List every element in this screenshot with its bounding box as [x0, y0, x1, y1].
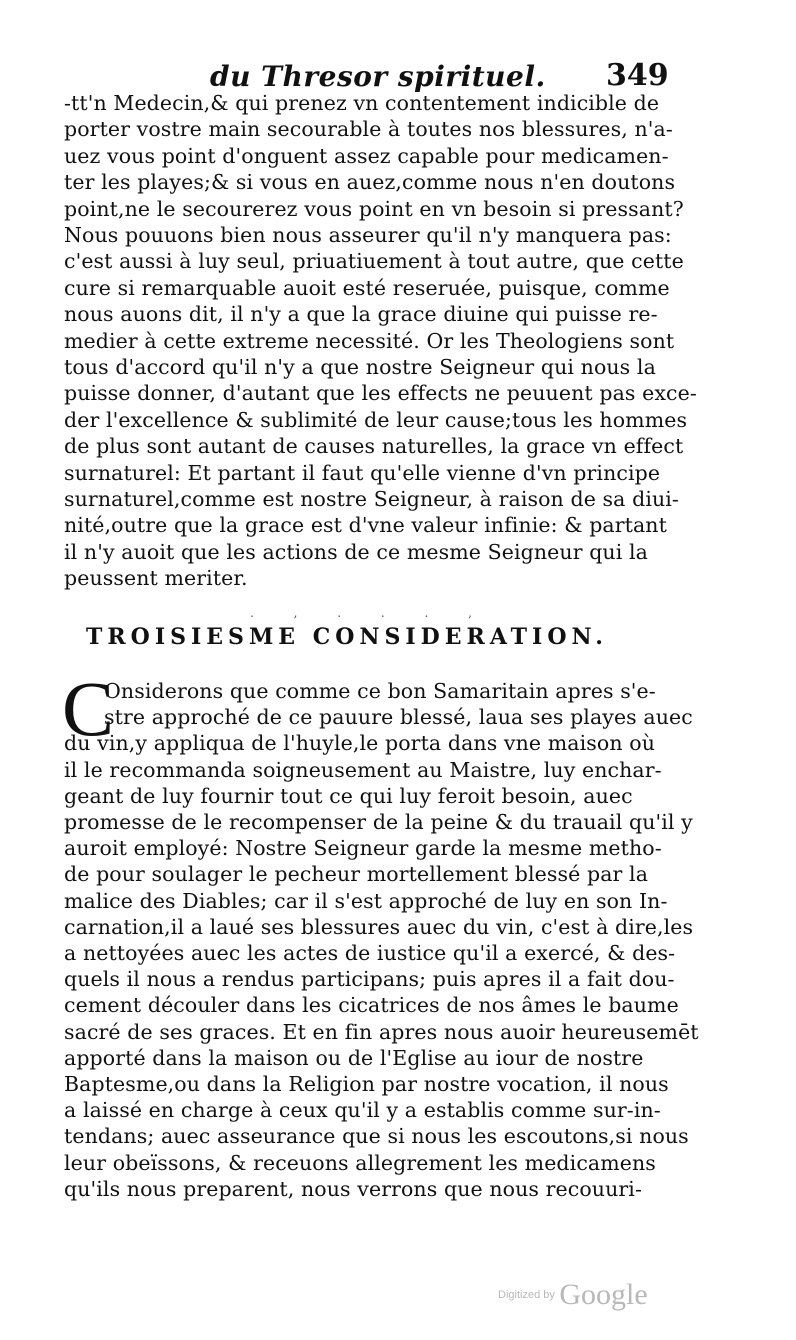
text-line: de pour soulager le pecheur mortellement blessé par la: [64, 862, 649, 887]
text-line: a nettoyées auec les actes de iustice qu'il a exercé, & des-: [64, 941, 676, 965]
page-number: 349: [606, 58, 669, 93]
text-line: il n'y auoit que les actions de ce mesme Seigneur qui la: [64, 539, 648, 564]
digitized-by-google-watermark: [498, 1278, 648, 1312]
text-line: uez vous point d'onguent assez capable pour medicamen-: [64, 143, 669, 168]
text-line: Nous pouuons bien nous asseurer qu'il n'y manquera pas:: [64, 223, 672, 247]
stray-marks: . , . . . ,: [250, 606, 490, 620]
text-line: nité,outre que la grace est d'vne valeur infinie: & partant: [64, 513, 667, 538]
text-line: peussent meriter.: [64, 566, 248, 591]
text-line: leur obeïssons, & receuons allegrement les medicamens: [64, 1150, 656, 1175]
text-line: point,ne le secourerez vous point en vn besoin si pressant?: [64, 196, 684, 221]
text-line: carnation,il a laué ses blessures auec du vin, c'est à dire,les: [64, 914, 694, 939]
drop-cap: C: [62, 665, 115, 752]
text-line: malice des Diables; car il s'est approché de luy en son In-: [64, 888, 668, 913]
text-line: quels il nous a rendus participans; puis apres il a fait dou-: [64, 967, 675, 992]
google-logo: Google: [559, 1278, 648, 1311]
text-line: ter les playes;& si vous en auez,comme nous n'en doutons: [64, 170, 676, 195]
text-line: c'est aussi à luy seul, priuatiuement à tout autre, que cette: [64, 249, 684, 274]
text-line: qu'ils nous preparent, nous verrons que nous recouuri-: [64, 1176, 642, 1201]
text-line: cure si remarquable auoit esté reseruée, puisque, comme: [64, 275, 670, 300]
text-line: il le recommanda soigneusement au Maistre, luy enchar-: [64, 757, 662, 782]
text-line: apporté dans la maison ou de l'Eglise au iour de nostre: [64, 1045, 644, 1070]
text-line: du vin,y appliqua de l'huyle,le porta dans vne maison où: [64, 731, 656, 756]
text-line: auroit employé: Nostre Seigneur garde la mesme metho-: [64, 836, 662, 861]
text-line: surnaturel: Et partant il faut qu'elle vienne d'vn principe: [64, 460, 661, 485]
text-line: puisse donner, d'autant que les effects ne peuuent pas exce-: [64, 381, 697, 406]
text-line: nous auons dit, il n'y a que la grace diuine qui puisse re-: [64, 302, 658, 327]
text-line: tous d'accord qu'il n'y a que nostre Seigneur qui nous la: [64, 355, 656, 379]
text-line: surnaturel,comme est nostre Seigneur, à raison de sa diui-: [64, 487, 679, 511]
text-line: a laissé en charge à ceux qu'il y a establis comme sur-in-: [64, 1098, 661, 1123]
watermark-prefix: Digitized by: [498, 1289, 555, 1301]
text-line: Onsiderons que comme ce bon Samaritain apres s'e-: [104, 679, 656, 703]
section-heading: TROISIESME CONSIDERATION.: [86, 624, 608, 650]
text-line: sacré de ses graces. Et en fin apres nous auoir heureusemēt: [64, 1019, 699, 1044]
text-line: de plus sont autant de causes naturelles, la grace vn effect: [64, 434, 684, 459]
text-line: Baptesme,ou dans la Religion par nostre vocation, il nous: [64, 1072, 669, 1096]
text-line: -tt'n Medecin,& qui prenez vn contentement indicible de: [64, 91, 660, 115]
text-line: medier à cette extreme necessité. Or les Theologiens sont: [64, 328, 675, 353]
text-line: der l'excellence & sublimité de leur cause;tous les hommes: [64, 407, 688, 432]
running-title: du Thresor spirituel.: [210, 60, 546, 93]
text-line: cement découler dans les cicatrices de nos âmes le baume: [64, 993, 679, 1018]
text-line: porter vostre main secourable à toutes nos blessures, n'a-: [64, 117, 673, 142]
text-line: stre approché de ce pauure blessé, laua ses playes auec: [104, 705, 693, 730]
text-line: promesse de le recompenser de la peine & du trauail qu'il y: [64, 810, 693, 834]
text-line: geant de luy fournir tout ce qui luy feroit besoin, auec: [64, 783, 633, 808]
text-line: tendans; auec asseurance que si nous les escoutons,si nous: [64, 1124, 689, 1149]
